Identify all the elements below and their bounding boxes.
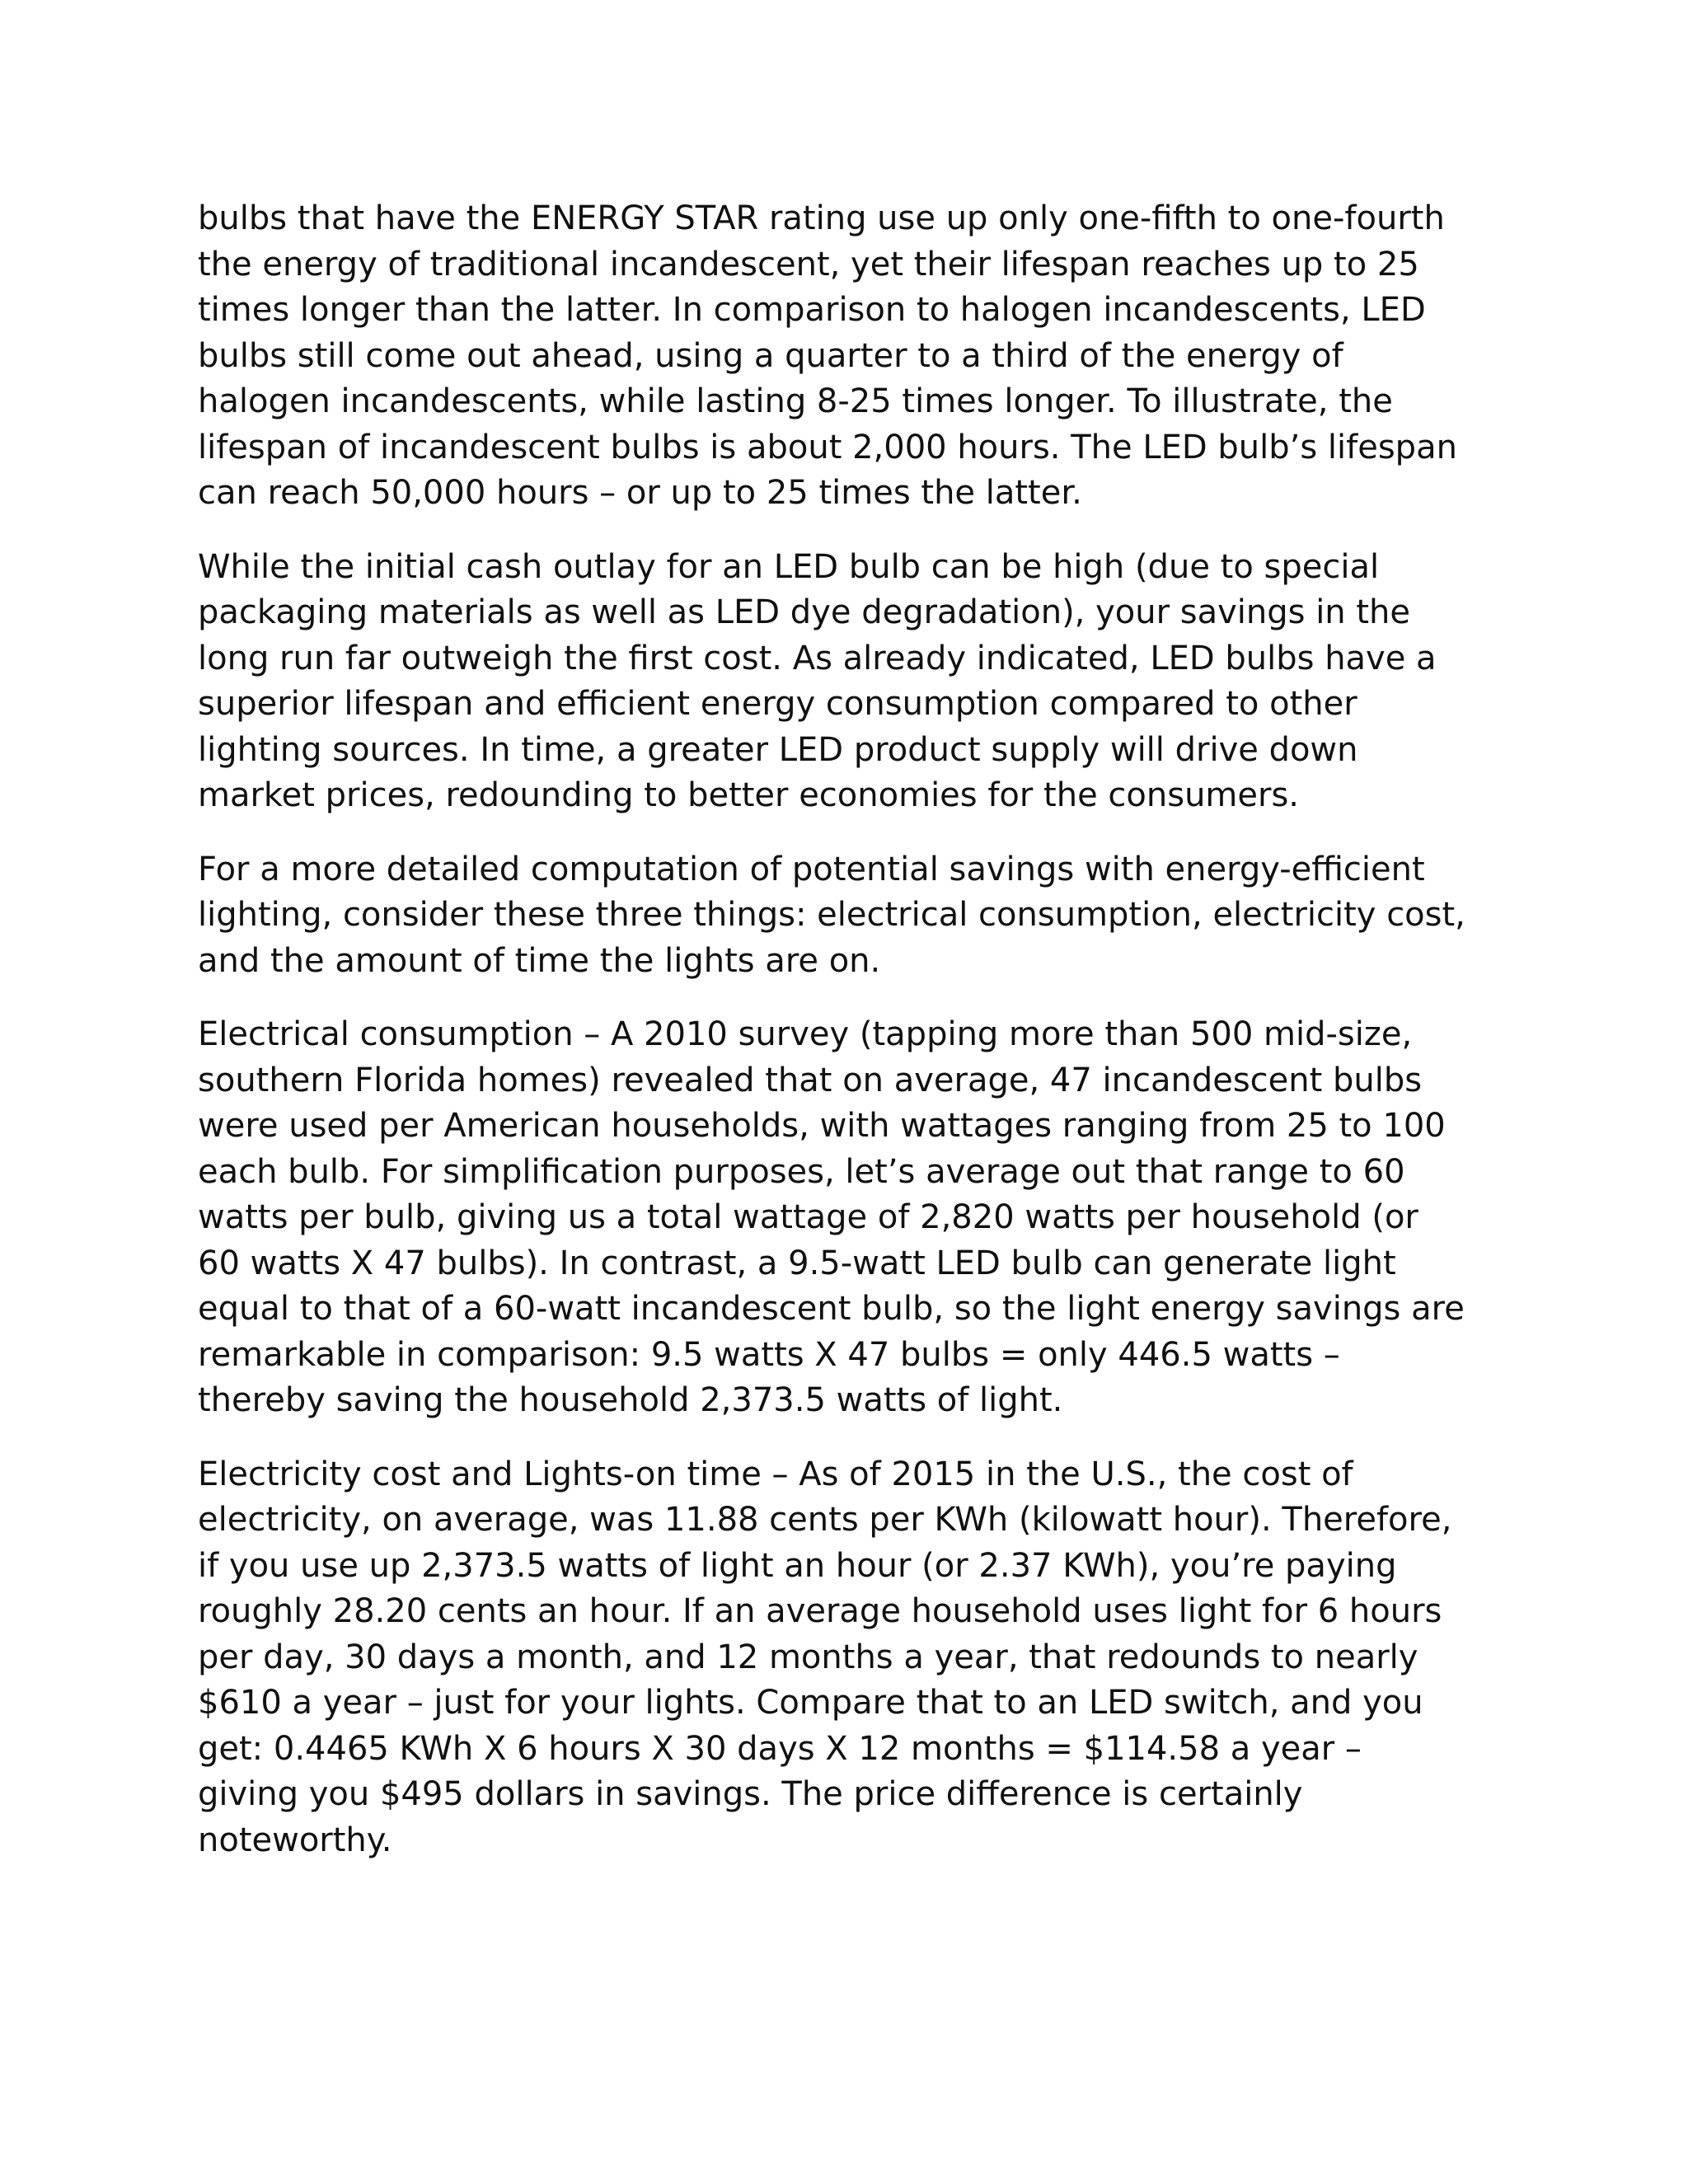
paragraph-electrical-consumption [198,1012,1500,1424]
text-line: Electricity cost and Lights-on time – As of 2015 in the U.S., the cost of [198,1455,1353,1493]
text-line: bulbs still come out ahead, using a quarter to a third of the energy of [198,336,1343,375]
text-line: equal to that of a 60-watt incandescent bulb, so the light energy savings are [198,1290,1465,1328]
text-line: thereby saving the household 2,373.5 watts of light. [198,1381,1063,1419]
text-line: were used per American households, with wattages ranging from 25 to 100 [198,1107,1446,1145]
text-line: times longer than the latter. In comparison to halogen incandescents, LED [198,291,1426,329]
text-line: each bulb. For simplification purposes, let’s average out that range to 60 [198,1152,1405,1191]
paragraph-computation-intro [198,847,1500,985]
paragraph-led-lifespan [198,196,1500,517]
text-line: long run far outweigh the first cost. As already indicated, LED bulbs have a [198,639,1437,677]
text-line: Electrical consumption – A 2010 survey (tapping more than 500 mid-size, [198,1015,1413,1053]
text-line: roughly 28.20 cents an hour. If an average household uses light for 6 hours [198,1592,1442,1630]
text-line: the energy of traditional incandescent, yet their lifespan reaches up to 25 [198,245,1419,284]
paragraph-initial-cost [198,545,1500,819]
text-line: packaging materials as well as LED dye degradation), your savings in the [198,593,1411,631]
text-line: For a more detailed computation of potential savings with energy-efficient [198,850,1425,888]
text-line: noteworthy. [198,1821,392,1859]
text-line: get: 0.4465 KWh X 6 hours X 30 days X 12 months = $114.58 a year – [198,1729,1362,1768]
paragraph-electricity-cost [198,1452,1500,1864]
text-line: market prices, redounding to better economies for the consumers. [198,776,1299,814]
text-line: remarkable in comparison: 9.5 watts X 47 bulbs = only 446.5 watts – [198,1335,1340,1374]
document-body [198,196,1500,1891]
text-line: 60 watts X 47 bulbs). In contrast, a 9.5-watt LED bulb can generate light [198,1244,1396,1282]
text-line: halogen incandescents, while lasting 8-25 times longer. To illustrate, the [198,382,1393,420]
text-line: lifespan of incandescent bulbs is about 2,000 hours. The LED bulb’s lifespan [198,428,1457,466]
text-line: While the initial cash outlay for an LED bulb can be high (due to special [198,547,1380,586]
text-line: lighting sources. In time, a greater LED product supply will drive down [198,730,1358,769]
text-line: superior lifespan and efficient energy consumption compared to other [198,685,1357,723]
text-line: $610 a year – just for your lights. Compare that to an LED switch, and you [198,1684,1423,1722]
text-line: lighting, consider these three things: electrical consumption, electricity cost, [198,896,1465,934]
text-line: if you use up 2,373.5 watts of light an hour (or 2.37 KWh), you’re paying [198,1546,1397,1585]
text-line: watts per bulb, giving us a total wattage of 2,820 watts per household (or [198,1198,1418,1236]
text-line: southern Florida homes) revealed that on average, 47 incandescent bulbs [198,1061,1423,1099]
text-line: electricity, on average, was 11.88 cents per KWh (kilowatt hour). Therefore, [198,1501,1452,1539]
text-line: per day, 30 days a month, and 12 months a year, that redounds to nearly [198,1638,1418,1676]
text-line: bulbs that have the ENERGY STAR rating use up only one-fifth to one-fourth [198,199,1445,237]
text-line: can reach 50,000 hours – or up to 25 times the latter. [198,474,1082,512]
text-line: giving you $495 dollars in savings. The price difference is certainly [198,1775,1303,1813]
text-line: and the amount of time the lights are on. [198,941,881,980]
